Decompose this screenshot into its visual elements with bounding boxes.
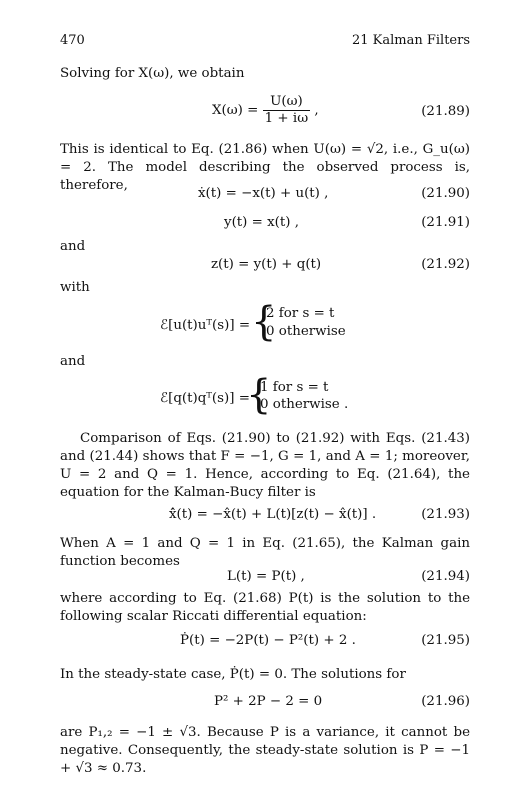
eq-number: (21.94) bbox=[421, 569, 470, 584]
word-and: and bbox=[60, 239, 86, 254]
eq-number: (21.96) bbox=[421, 694, 470, 709]
page-number: 470 bbox=[60, 33, 85, 48]
equation-21-92: z(t) = y(t) + q(t) bbox=[211, 257, 322, 272]
case-1: 2 for s = t bbox=[266, 306, 335, 321]
case-2: 0 otherwise bbox=[266, 324, 346, 339]
paragraph-comparison: Comparison of Eqs. (21.90) to (21.92) with Eqs. (21.43) and (21.44) shows that F = −1, G = 1, and A = 1; moreover, U = 2 and Q = 1. Hence, according to Eq. (21.64), the equation for the Kalman-Bucy filter is bbox=[60, 431, 470, 500]
paragraph-kalman-gain: When A = 1 and Q = 1 in Eq. (21.65), the Kalman gain function becomes bbox=[60, 536, 470, 569]
word-and: and bbox=[60, 354, 86, 369]
numerator: U(ω) bbox=[263, 94, 310, 111]
case-1: 1 for s = t bbox=[260, 380, 329, 395]
word-with: with bbox=[60, 280, 90, 295]
eq-number: (21.91) bbox=[421, 215, 470, 230]
brace: { bbox=[251, 299, 277, 345]
equation-21-96: P² + 2P − 2 = 0 bbox=[214, 694, 323, 709]
paragraph-steady-state: In the steady-state case, Ṗ(t) = 0. The solutions for bbox=[60, 667, 406, 682]
eq-number: (21.92) bbox=[421, 257, 470, 272]
case-2: 0 otherwise . bbox=[260, 397, 349, 412]
equation-21-94: L(t) = P(t) , bbox=[227, 569, 305, 584]
eq-number: (21.89) bbox=[421, 104, 470, 119]
running-header: 21 Kalman Filters bbox=[351, 33, 470, 48]
paragraph-riccati: where according to Eq. (21.68) P(t) is the solution to the following scalar Riccati differential equation: bbox=[60, 591, 470, 624]
fraction bbox=[263, 94, 310, 127]
denominator: 1 + iω bbox=[264, 111, 309, 126]
cov-q-lhs: ℰ[q(t)qᵀ(s)] = bbox=[160, 391, 250, 406]
eq-number: (21.93) bbox=[421, 507, 470, 522]
equation-21-89 bbox=[212, 94, 319, 127]
equation-21-93: x̂̇(t) = −x̂(t) + L(t)[z(t) − x̂(t)] . bbox=[169, 507, 377, 522]
brace: { bbox=[246, 372, 272, 418]
eq-tail: , bbox=[314, 103, 319, 118]
equation-21-90: ẋ(t) = −x(t) + u(t) , bbox=[198, 186, 329, 201]
eq-lhs: X(ω) = bbox=[212, 103, 259, 118]
equation-21-95: Ṗ(t) = −2P(t) − P²(t) + 2 . bbox=[180, 633, 356, 648]
eq-number: (21.95) bbox=[421, 633, 470, 648]
paragraph-identical: This is identical to Eq. (21.86) when U(ω) = √2, i.e., G_u(ω) = 2. The model describing the observed process is, therefore, bbox=[60, 142, 470, 193]
eq-number: (21.90) bbox=[421, 186, 470, 201]
cov-u-lhs: ℰ[u(t)uᵀ(s)] = bbox=[160, 318, 251, 333]
paragraph-solving: Solving for X(ω), we obtain bbox=[60, 66, 245, 81]
paragraph-solution: are P₁,₂ = −1 ± √3. Because P is a variance, it cannot be negative. Consequently, the steady-state solution is P = −1 + √3 ≈ 0.73. bbox=[60, 725, 470, 776]
equation-21-91: y(t) = x(t) , bbox=[224, 215, 300, 230]
